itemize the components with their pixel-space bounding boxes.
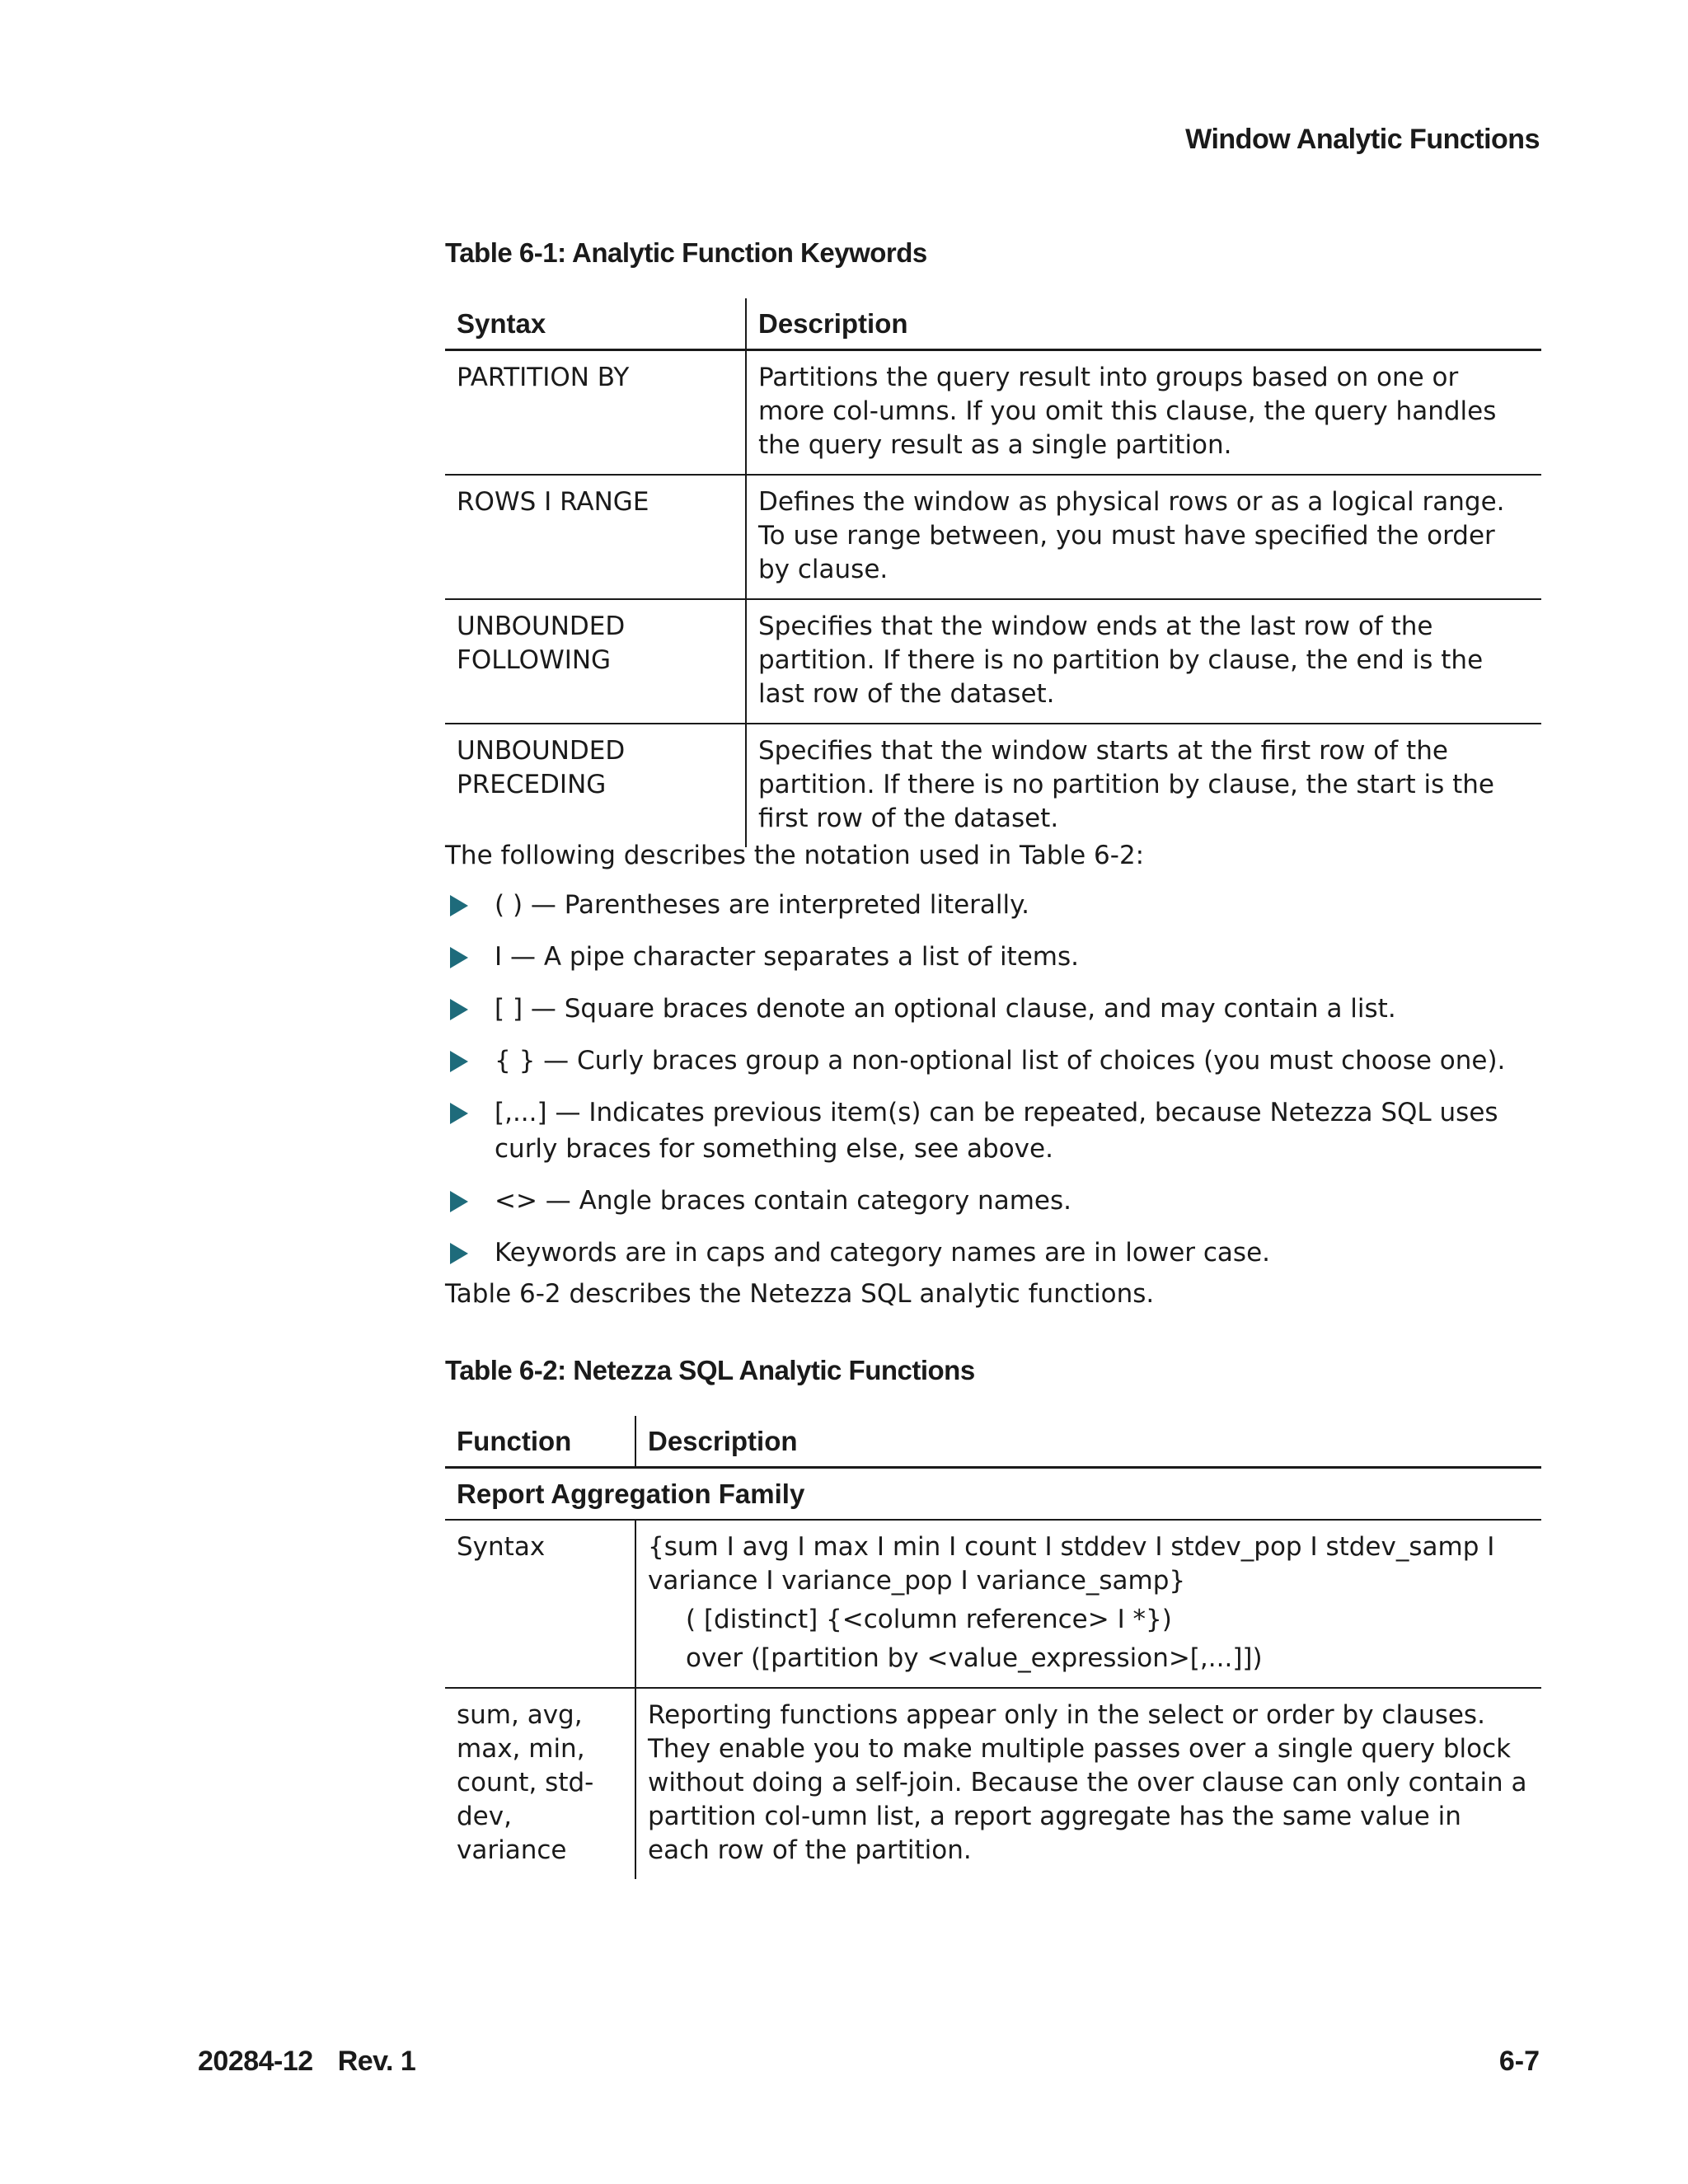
table-row	[445, 1520, 1541, 1688]
description-cell: Specifies that the window ends at the last row of the partition. If there is no partition by clause, the end is the last row of the dataset.	[746, 599, 1541, 724]
list-item: <> — Angle braces contain category names.	[445, 1183, 1541, 1219]
family-row	[445, 1468, 1541, 1521]
list-item: [ ] — Square braces denote an optional clause, and may contain a list.	[445, 991, 1541, 1027]
table-row	[445, 1688, 1541, 1879]
table-row	[445, 599, 1541, 724]
triangle-bullet-icon	[450, 1051, 468, 1072]
notation-section	[445, 837, 1541, 1312]
table-6-1-section	[445, 237, 1541, 847]
column-header-syntax: Syntax	[445, 298, 746, 350]
analytic-function-keywords-table	[445, 298, 1541, 847]
triangle-bullet-icon	[450, 1103, 468, 1124]
syntax-cell: PARTITION BY	[445, 350, 746, 476]
list-item: I — A pipe character separates a list of items.	[445, 939, 1541, 975]
notation-list	[445, 887, 1541, 1271]
description-cell: Specifies that the window starts at the first row of the partition. If there is no partition by clause, the start is the first row of the dataset.	[746, 724, 1541, 847]
list-item: [,...] — Indicates previous item(s) can be repeated, because Netezza SQL uses curly braces for something else, see above.	[445, 1094, 1541, 1167]
netezza-analytic-functions-table	[445, 1416, 1541, 1879]
syntax-line: ( [distinct] {<column reference> I *})	[686, 1605, 1172, 1634]
family-heading: Report Aggregation Family	[457, 1479, 805, 1509]
triangle-bullet-icon	[450, 1243, 468, 1264]
list-item: Keywords are in caps and category names are in lower case.	[445, 1235, 1541, 1271]
syntax-cell: UNBOUNDED PRECEDING	[445, 724, 746, 847]
triangle-bullet-icon	[450, 1191, 468, 1212]
table-row	[445, 475, 1541, 599]
function-cell: Syntax	[445, 1520, 635, 1688]
table-6-2-section	[445, 1355, 1541, 1879]
column-header-description: Description	[746, 298, 1541, 350]
running-header-title: Window Analytic Functions	[1185, 124, 1540, 155]
list-item: { } — Curly braces group a non-optional list of choices (you must choose one).	[445, 1043, 1541, 1079]
list-item: ( ) — Parentheses are interpreted literally.	[445, 887, 1541, 923]
footer-document-id	[198, 2046, 415, 2078]
syntax-description-cell	[635, 1520, 1541, 1688]
table-6-1-caption: Table 6-1: Analytic Function Keywords	[445, 237, 927, 268]
notation-intro: The following describes the notation used in Table 6-2:	[445, 841, 1145, 870]
syntax-line: over ([partition by <value_expression>[,...]])	[686, 1643, 1263, 1673]
syntax-line: {sum I avg I max I min I count I stddev I stdev_pop I stdev_samp I variance I variance_pop I variance_samp}	[648, 1532, 1495, 1596]
function-cell: sum, avg, max, min, count, std-dev, variance	[445, 1688, 635, 1879]
description-cell: Partitions the query result into groups based on one or more col-umns. If you omit this clause, the query handles the query result as a single partition.	[758, 363, 1497, 460]
document-number: 20284-12	[198, 2046, 313, 2077]
triangle-bullet-icon	[450, 947, 468, 968]
column-header-description: Description	[635, 1416, 1541, 1468]
triangle-bullet-icon	[450, 999, 468, 1020]
description-cell: Reporting functions appear only in the select or order by clauses. They enable you to make multiple passes over a single query block without doing a self-join. Because the over clause can only contain a partition col-umn list, a report aggregate has the same value in each row of the partition.	[635, 1688, 1541, 1879]
description-cell: Defines the window as physical rows or as a logical range. To use range between, you must have specified the order by clause.	[746, 475, 1541, 599]
table-6-2-intro: Table 6-2 describes the Netezza SQL analytic functions.	[445, 1279, 1155, 1309]
table-6-2-caption: Table 6-2: Netezza SQL Analytic Functions	[445, 1355, 975, 1385]
triangle-bullet-icon	[450, 895, 468, 916]
syntax-cell: UNBOUNDED FOLLOWING	[445, 599, 746, 724]
page-number: 6-7	[1498, 2046, 1540, 2077]
table-row	[445, 350, 1541, 476]
column-header-function: Function	[445, 1416, 635, 1468]
syntax-cell: ROWS I RANGE	[445, 475, 746, 599]
table-row	[445, 724, 1541, 847]
revision-label: Rev. 1	[337, 2046, 416, 2077]
